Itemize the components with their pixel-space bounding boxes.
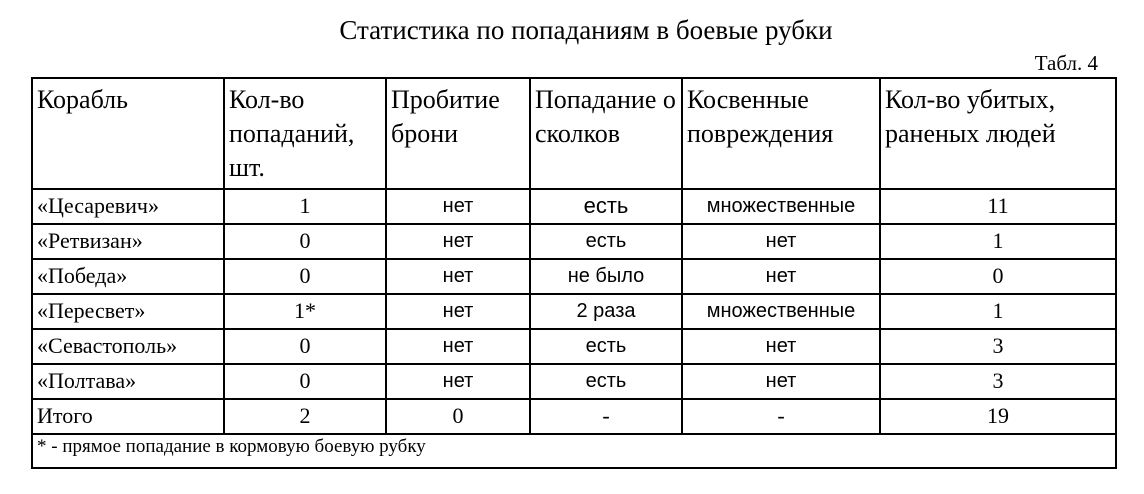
table-row (32, 329, 1116, 364)
cell-ship: «Цесаревич» (32, 189, 224, 224)
total-penetration: 0 (386, 399, 530, 434)
cell-fragments: 2 раза (530, 294, 682, 329)
table-number-label: Табл. 4 (1034, 51, 1098, 75)
cell-hits: 1* (224, 294, 386, 329)
header-hits: Кол-во попаданий, шт. (224, 78, 386, 189)
cell-indirect: нет (682, 364, 880, 399)
cell-casualties: 3 (880, 329, 1116, 364)
total-indirect: - (682, 399, 880, 434)
cell-casualties: 1 (880, 294, 1116, 329)
hits-statistics-table (31, 77, 1117, 469)
header-penetration: Пробитие брони (386, 78, 530, 189)
cell-penetration: нет (386, 259, 530, 294)
total-hits: 2 (224, 399, 386, 434)
cell-hits: 0 (224, 329, 386, 364)
cell-ship: «Победа» (32, 259, 224, 294)
cell-ship: «Севастополь» (32, 329, 224, 364)
footnote: * - прямое попадание в кормовую боевую рубку (32, 434, 1116, 468)
cell-ship: «Полтава» (32, 364, 224, 399)
cell-penetration: нет (386, 364, 530, 399)
cell-indirect: множественные (682, 189, 880, 224)
cell-fragments: есть (530, 364, 682, 399)
cell-indirect: нет (682, 259, 880, 294)
total-label: Итого (32, 399, 224, 434)
total-casualties: 19 (880, 399, 1116, 434)
footnote-row (32, 434, 1116, 468)
cell-fragments: есть (530, 224, 682, 259)
cell-hits: 0 (224, 259, 386, 294)
cell-ship: «Ретвизан» (32, 224, 224, 259)
header-casualties: Кол-во убитых, раненых людей (880, 78, 1116, 189)
cell-penetration: нет (386, 329, 530, 364)
table-title: Статистика по попаданиям в боевые рубки (339, 15, 833, 45)
cell-casualties: 3 (880, 364, 1116, 399)
cell-casualties: 0 (880, 259, 1116, 294)
table-row (32, 259, 1116, 294)
cell-hits: 0 (224, 364, 386, 399)
table-row (32, 294, 1116, 329)
cell-casualties: 1 (880, 224, 1116, 259)
cell-indirect: множественные (682, 294, 880, 329)
header-row (32, 78, 1116, 189)
cell-hits: 0 (224, 224, 386, 259)
header-fragments: Попадание осколков (530, 78, 682, 189)
total-fragments: - (530, 399, 682, 434)
table-row (32, 364, 1116, 399)
cell-penetration: нет (386, 224, 530, 259)
header-ship: Корабль (32, 78, 224, 189)
cell-hits: 1 (224, 189, 386, 224)
cell-casualties: 11 (880, 189, 1116, 224)
cell-fragments: есть (530, 329, 682, 364)
cell-penetration: нет (386, 294, 530, 329)
cell-fragments: есть (530, 189, 682, 224)
total-row (32, 399, 1116, 434)
cell-fragments: не было (530, 259, 682, 294)
table-row (32, 189, 1116, 224)
cell-ship: «Пересвет» (32, 294, 224, 329)
header-indirect: Косвенные повреждения (682, 78, 880, 189)
cell-indirect: нет (682, 224, 880, 259)
cell-indirect: нет (682, 329, 880, 364)
cell-penetration: нет (386, 189, 530, 224)
table-row (32, 224, 1116, 259)
